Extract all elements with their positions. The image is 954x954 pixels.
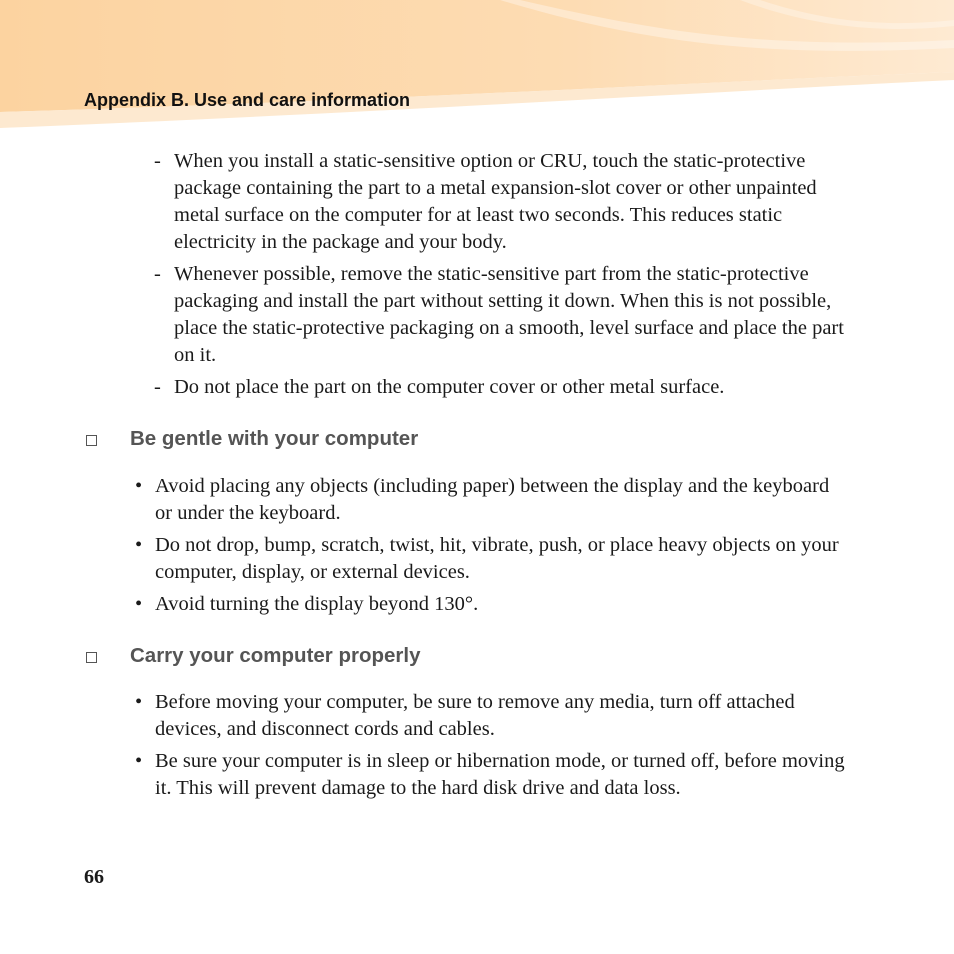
section-heading-carry: [86, 644, 421, 668]
square-bullet-icon: [86, 435, 97, 446]
bullet-list-item: [135, 748, 845, 802]
dash-list: [154, 148, 854, 406]
bullet-item-text: Avoid placing any objects (including paper) between the display and the keyboard or under the keyboard.: [155, 475, 830, 524]
bullet-list-carry: [135, 689, 845, 807]
dash-marker: -: [154, 376, 161, 398]
bullet-item-text: Be sure your computer is in sleep or hibernation mode, or turned off, before moving it. This will prevent damage to the hard disk drive and data loss.: [155, 750, 845, 799]
bullet-list-item: [135, 532, 845, 586]
bullet-marker: •: [135, 475, 143, 497]
dash-marker: -: [154, 150, 161, 172]
header-title: Appendix B. Use and care information: [84, 90, 411, 110]
dash-list-item: [154, 148, 854, 256]
bullet-item-text: Do not drop, bump, scratch, twist, hit, vibrate, push, or place heavy objects on your computer, display, or external devices.: [155, 534, 839, 583]
section-heading-text: Carry your computer properly: [130, 644, 421, 667]
dash-item-text: Whenever possible, remove the static-sensitive part from the static-protective packaging and install the part without setting it down. When this is not possible, place the static-protective packaging on a smooth, level surface and place the part on it.: [174, 263, 844, 366]
dash-list-item: [154, 261, 854, 369]
bullet-item-text: Avoid turning the display beyond 130°.: [155, 593, 479, 615]
bullet-marker: •: [135, 593, 143, 615]
dash-item-text: When you install a static-sensitive option or CRU, touch the static-protective package containing the part to a metal expansion-slot cover or other unpainted metal surface on the computer for at least two seconds. This reduces static electricity in the package and your body.: [174, 150, 817, 253]
bullet-marker: •: [135, 750, 143, 772]
bullet-marker: •: [135, 691, 143, 713]
dash-marker: -: [154, 263, 161, 285]
dash-item-text: Do not place the part on the computer cover or other metal surface.: [174, 376, 725, 398]
dash-list-item: [154, 374, 854, 401]
bullet-item-text: Before moving your computer, be sure to remove any media, turn off attached devices, and disconnect cords and cables.: [155, 691, 795, 740]
bullet-list-item: [135, 591, 845, 618]
bullet-list-gentle: [135, 473, 845, 623]
page-number: 66: [84, 866, 104, 888]
bullet-marker: •: [135, 534, 143, 556]
square-bullet-icon: [86, 652, 97, 663]
bullet-list-item: [135, 689, 845, 743]
section-heading-gentle: [86, 427, 418, 451]
section-heading-text: Be gentle with your computer: [130, 427, 419, 450]
bullet-list-item: [135, 473, 845, 527]
